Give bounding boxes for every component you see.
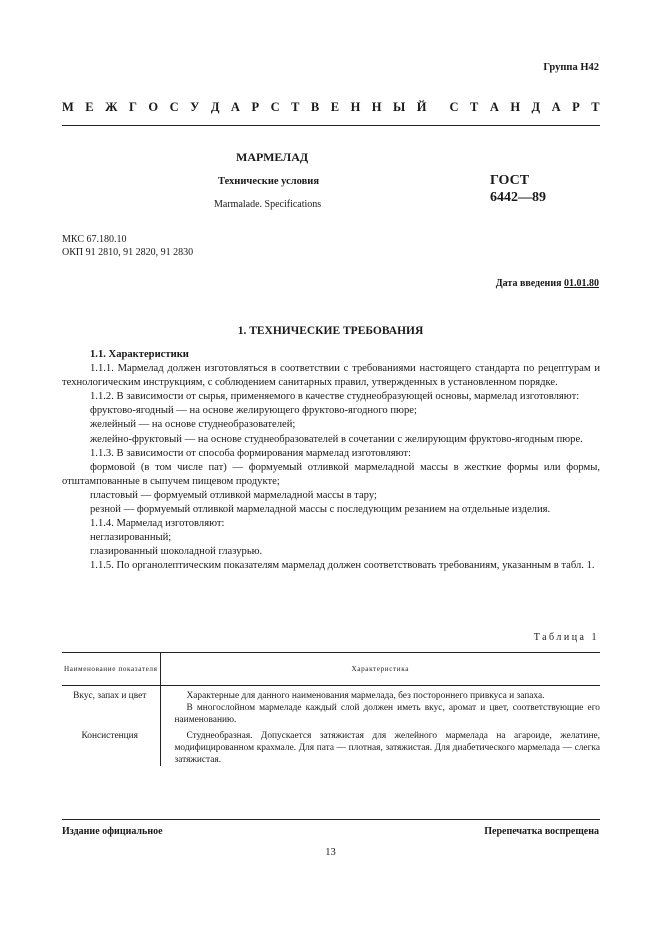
body-paragraph: глазированный шоколадной глазурью. bbox=[90, 546, 263, 558]
characteristic-cell bbox=[160, 726, 600, 766]
document-subtitle: Технические условия bbox=[218, 176, 320, 187]
characteristic-text: Характерные для данного наименования мармелада, без постороннего привкуса и запаха. bbox=[186, 691, 545, 701]
okp-code: ОКП 91 2810, 91 2820, 91 2830 bbox=[62, 247, 194, 258]
body-paragraph: фруктово-ягодный — на основе желирующего фруктово-ягодного пюре; bbox=[90, 405, 417, 417]
intro-date-label: Дата введения bbox=[495, 278, 564, 289]
banner-letter: Д bbox=[210, 100, 220, 114]
table-header-indicator: Наименование показателя bbox=[62, 653, 160, 686]
banner-letter: Д bbox=[531, 100, 541, 114]
table-row bbox=[62, 686, 600, 727]
product-title: МАРМЕЛАД bbox=[236, 150, 309, 164]
characteristic-cell bbox=[160, 686, 600, 727]
banner-letter: Н bbox=[350, 100, 361, 114]
body-paragraph: формовой (в том числе пат) — формуемый отливкой мармеладной массы в жесткие формы или формы, отштампованные в сыпучем пищевом продукте; bbox=[62, 461, 600, 487]
section-title: 1. ТЕХНИЧЕСКИЕ ТРЕБОВАНИЯ bbox=[237, 325, 424, 337]
banner-letter: С bbox=[169, 100, 179, 114]
table-header-row bbox=[62, 653, 600, 686]
banner-letter: У bbox=[190, 100, 200, 114]
characteristics-table bbox=[62, 652, 600, 766]
banner-letter: О bbox=[148, 100, 159, 114]
gost-designation bbox=[490, 172, 546, 206]
body-paragraph: резной — формуемый отливкой мармеладной массы с последующим резанием на отдельные изделия. bbox=[90, 504, 551, 516]
banner-letter: Е bbox=[330, 100, 340, 114]
banner-letter: Ы bbox=[393, 100, 406, 114]
banner-letter: Ж bbox=[105, 100, 118, 114]
intro-date-value: 01.01.80 bbox=[564, 278, 599, 289]
banner-letter: Н bbox=[371, 100, 382, 114]
banner-letter: Т bbox=[469, 100, 479, 114]
banner-letter: С bbox=[270, 100, 280, 114]
body-paragraph: 1.1.4. Мармелад изготовляют: bbox=[90, 518, 225, 530]
body-paragraph: желейный — на основе студнеобразователей; bbox=[90, 419, 296, 431]
body-paragraph: 1.1.1. Мармелад должен изготовляться в соответствии с требованиями настоящего стандарта по рецептурам и технологическим инструкциям, с соблюдением санитарных правил, утвержденных в установленном порядке. bbox=[62, 363, 600, 389]
group-code: Группа Н42 bbox=[543, 62, 599, 73]
characteristic-text: В многослойном мармеладе каждый слой должен иметь вкус, аромат и цвет, соответствующие его наименованию. bbox=[174, 703, 600, 725]
subsection-heading: 1.1. Характеристики bbox=[90, 349, 189, 360]
body-paragraph: желейно-фруктовый — на основе студнеобразователей в сочетании с желирующим фруктово-ягодным пюре. bbox=[90, 433, 583, 445]
mks-code: МКС 67.180.10 bbox=[62, 234, 127, 245]
page-number: 13 bbox=[325, 847, 336, 858]
body-paragraph: 1.1.2. В зависимости от сырья, применяемого в качестве студнеобразующей основы, мармелад изготовляют: bbox=[90, 391, 580, 403]
body-paragraph: неглазированный; bbox=[90, 532, 172, 544]
reprint-prohibited-label: Перепечатка воспрещена bbox=[484, 826, 599, 837]
banner-letter: Н bbox=[510, 100, 521, 114]
table-header-characteristic: Характеристика bbox=[160, 653, 600, 686]
banner-letter: Т bbox=[591, 100, 600, 114]
banner-letter: Р bbox=[251, 100, 260, 114]
banner-letter: А bbox=[489, 100, 499, 114]
gost-label: ГОСТ bbox=[490, 173, 530, 188]
introduction-date bbox=[496, 278, 599, 289]
table-label: Таблица 1 bbox=[533, 632, 599, 643]
banner-letter: М bbox=[62, 100, 74, 114]
banner-letter: Е bbox=[85, 100, 94, 114]
banner-letter: Т bbox=[291, 100, 300, 114]
banner-letter: Р bbox=[572, 100, 580, 114]
interstate-standard-banner bbox=[62, 100, 600, 115]
characteristic-text: Студнеобразная. Допускается затяжистая для желейного мармелада на агароиде, желатине, модифицированном крахмале. Для пата — плотная, затяжистая. Для диабетического мармелада — слегка затяжистая. bbox=[174, 731, 600, 765]
classification-codes bbox=[62, 233, 193, 259]
banner-letter: А bbox=[230, 100, 240, 114]
banner-letter: Г bbox=[128, 100, 137, 114]
banner-letter: С bbox=[449, 100, 459, 114]
body-paragraph: 1.1.5. По органолептическим показателям мармелад должен соответствовать требованиям, указанным в табл. 1. bbox=[90, 560, 595, 572]
banner-letter: А bbox=[551, 100, 561, 114]
banner-letter: Й bbox=[416, 100, 427, 114]
body-text bbox=[62, 348, 600, 574]
indicator-name-cell: Вкус, запах и цвет bbox=[62, 686, 160, 727]
footer-divider bbox=[62, 819, 600, 820]
banner-letter: В bbox=[310, 100, 320, 114]
table-row bbox=[62, 726, 600, 766]
body-paragraph: 1.1.3. В зависимости от способа формирования мармелад изготовляют: bbox=[90, 447, 411, 459]
gost-number: 6442—89 bbox=[490, 190, 546, 205]
indicator-name-cell: Консистенция bbox=[62, 726, 160, 766]
english-subtitle: Marmalade. Specifications bbox=[214, 199, 322, 210]
body-paragraph: пластовый — формуемый отливкой мармеладной массы в тару; bbox=[90, 489, 377, 501]
official-edition-label: Издание официальное bbox=[62, 826, 163, 837]
header-divider bbox=[62, 125, 600, 126]
